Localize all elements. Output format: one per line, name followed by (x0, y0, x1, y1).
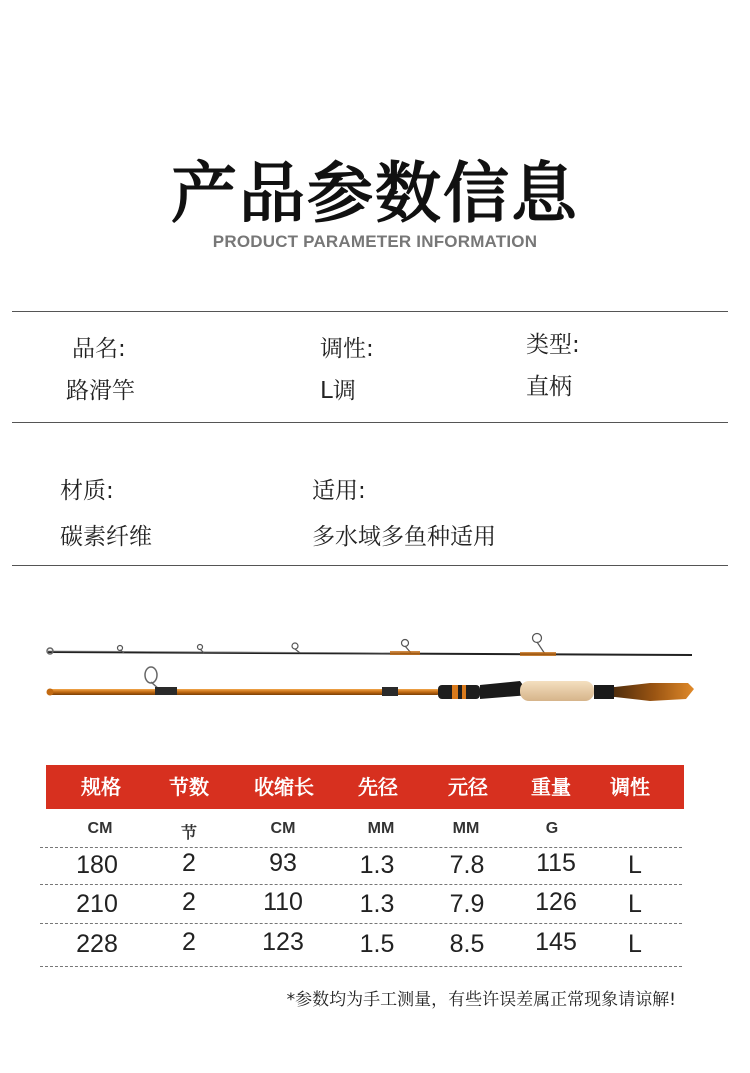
page-subtitle: PRODUCT PARAMETER INFORMATION (212, 232, 538, 251)
table-cell: 110 (263, 888, 303, 916)
divider (12, 422, 728, 423)
table-divider (40, 966, 682, 967)
table-cell: 8.5 (449, 930, 485, 958)
spec-type-value: 直柄 (526, 374, 572, 400)
table-header-butt-diameter: 元径 (448, 775, 488, 799)
table-cell: 123 (262, 928, 304, 956)
fishing-rod-image (0, 615, 750, 725)
table-cell: L (628, 851, 642, 879)
table-cell: 1.3 (359, 851, 395, 879)
table-cell: 2 (182, 849, 196, 877)
table-header-weight: 重量 (531, 775, 571, 799)
table-cell: 126 (535, 888, 577, 916)
table-cell: 2 (182, 888, 196, 916)
spec-action-label: 调性: (320, 336, 374, 362)
table-cell: 145 (535, 928, 577, 956)
table-header-tip-diameter: 先径 (358, 775, 398, 799)
table-unit: CM (270, 820, 296, 837)
spec-action-value: L调 (320, 378, 356, 404)
table-cell: 1.3 (359, 890, 395, 918)
footer-note: *参数均为手工测量，有些许误差属正常现象请谅解! (286, 990, 676, 1010)
spec-usage-value: 多水域多鱼种适用 (312, 524, 496, 550)
table-unit: G (545, 820, 559, 837)
spec-type-label: 类型: (526, 332, 580, 358)
table-header-action: 调性 (610, 775, 650, 799)
table-cell: 7.8 (449, 851, 485, 879)
page-title: 产品参数信息 (171, 155, 579, 232)
spec-table-header (46, 765, 684, 809)
table-cell: 115 (536, 849, 576, 877)
table-unit: MM (367, 820, 395, 837)
table-cell: 2 (182, 928, 196, 956)
spec-name-label: 品名: (72, 336, 126, 362)
table-divider (40, 923, 682, 924)
table-unit: 节 (180, 825, 198, 842)
spec-material-value: 碳素纤维 (60, 524, 152, 550)
table-cell: 93 (269, 849, 297, 877)
spec-material-label: 材质: (60, 478, 114, 504)
divider (12, 565, 728, 566)
table-header-closed-length: 收缩长 (254, 775, 314, 799)
table-header-sections: 节数 (169, 775, 209, 799)
spec-name-value: 路滑竿 (66, 378, 135, 404)
table-cell: 180 (76, 851, 118, 879)
table-cell: L (628, 930, 642, 958)
table-unit: CM (87, 820, 113, 837)
table-cell: 1.5 (359, 930, 395, 958)
table-divider (40, 847, 682, 848)
table-cell: 228 (76, 930, 118, 958)
spec-usage-label: 适用: (312, 478, 366, 504)
divider (12, 311, 728, 312)
table-cell: L (628, 890, 642, 918)
table-cell: 7.9 (449, 890, 485, 918)
table-header-spec: 规格 (81, 775, 121, 799)
table-unit: MM (452, 820, 480, 837)
table-cell: 210 (76, 890, 118, 918)
table-divider (40, 884, 682, 885)
